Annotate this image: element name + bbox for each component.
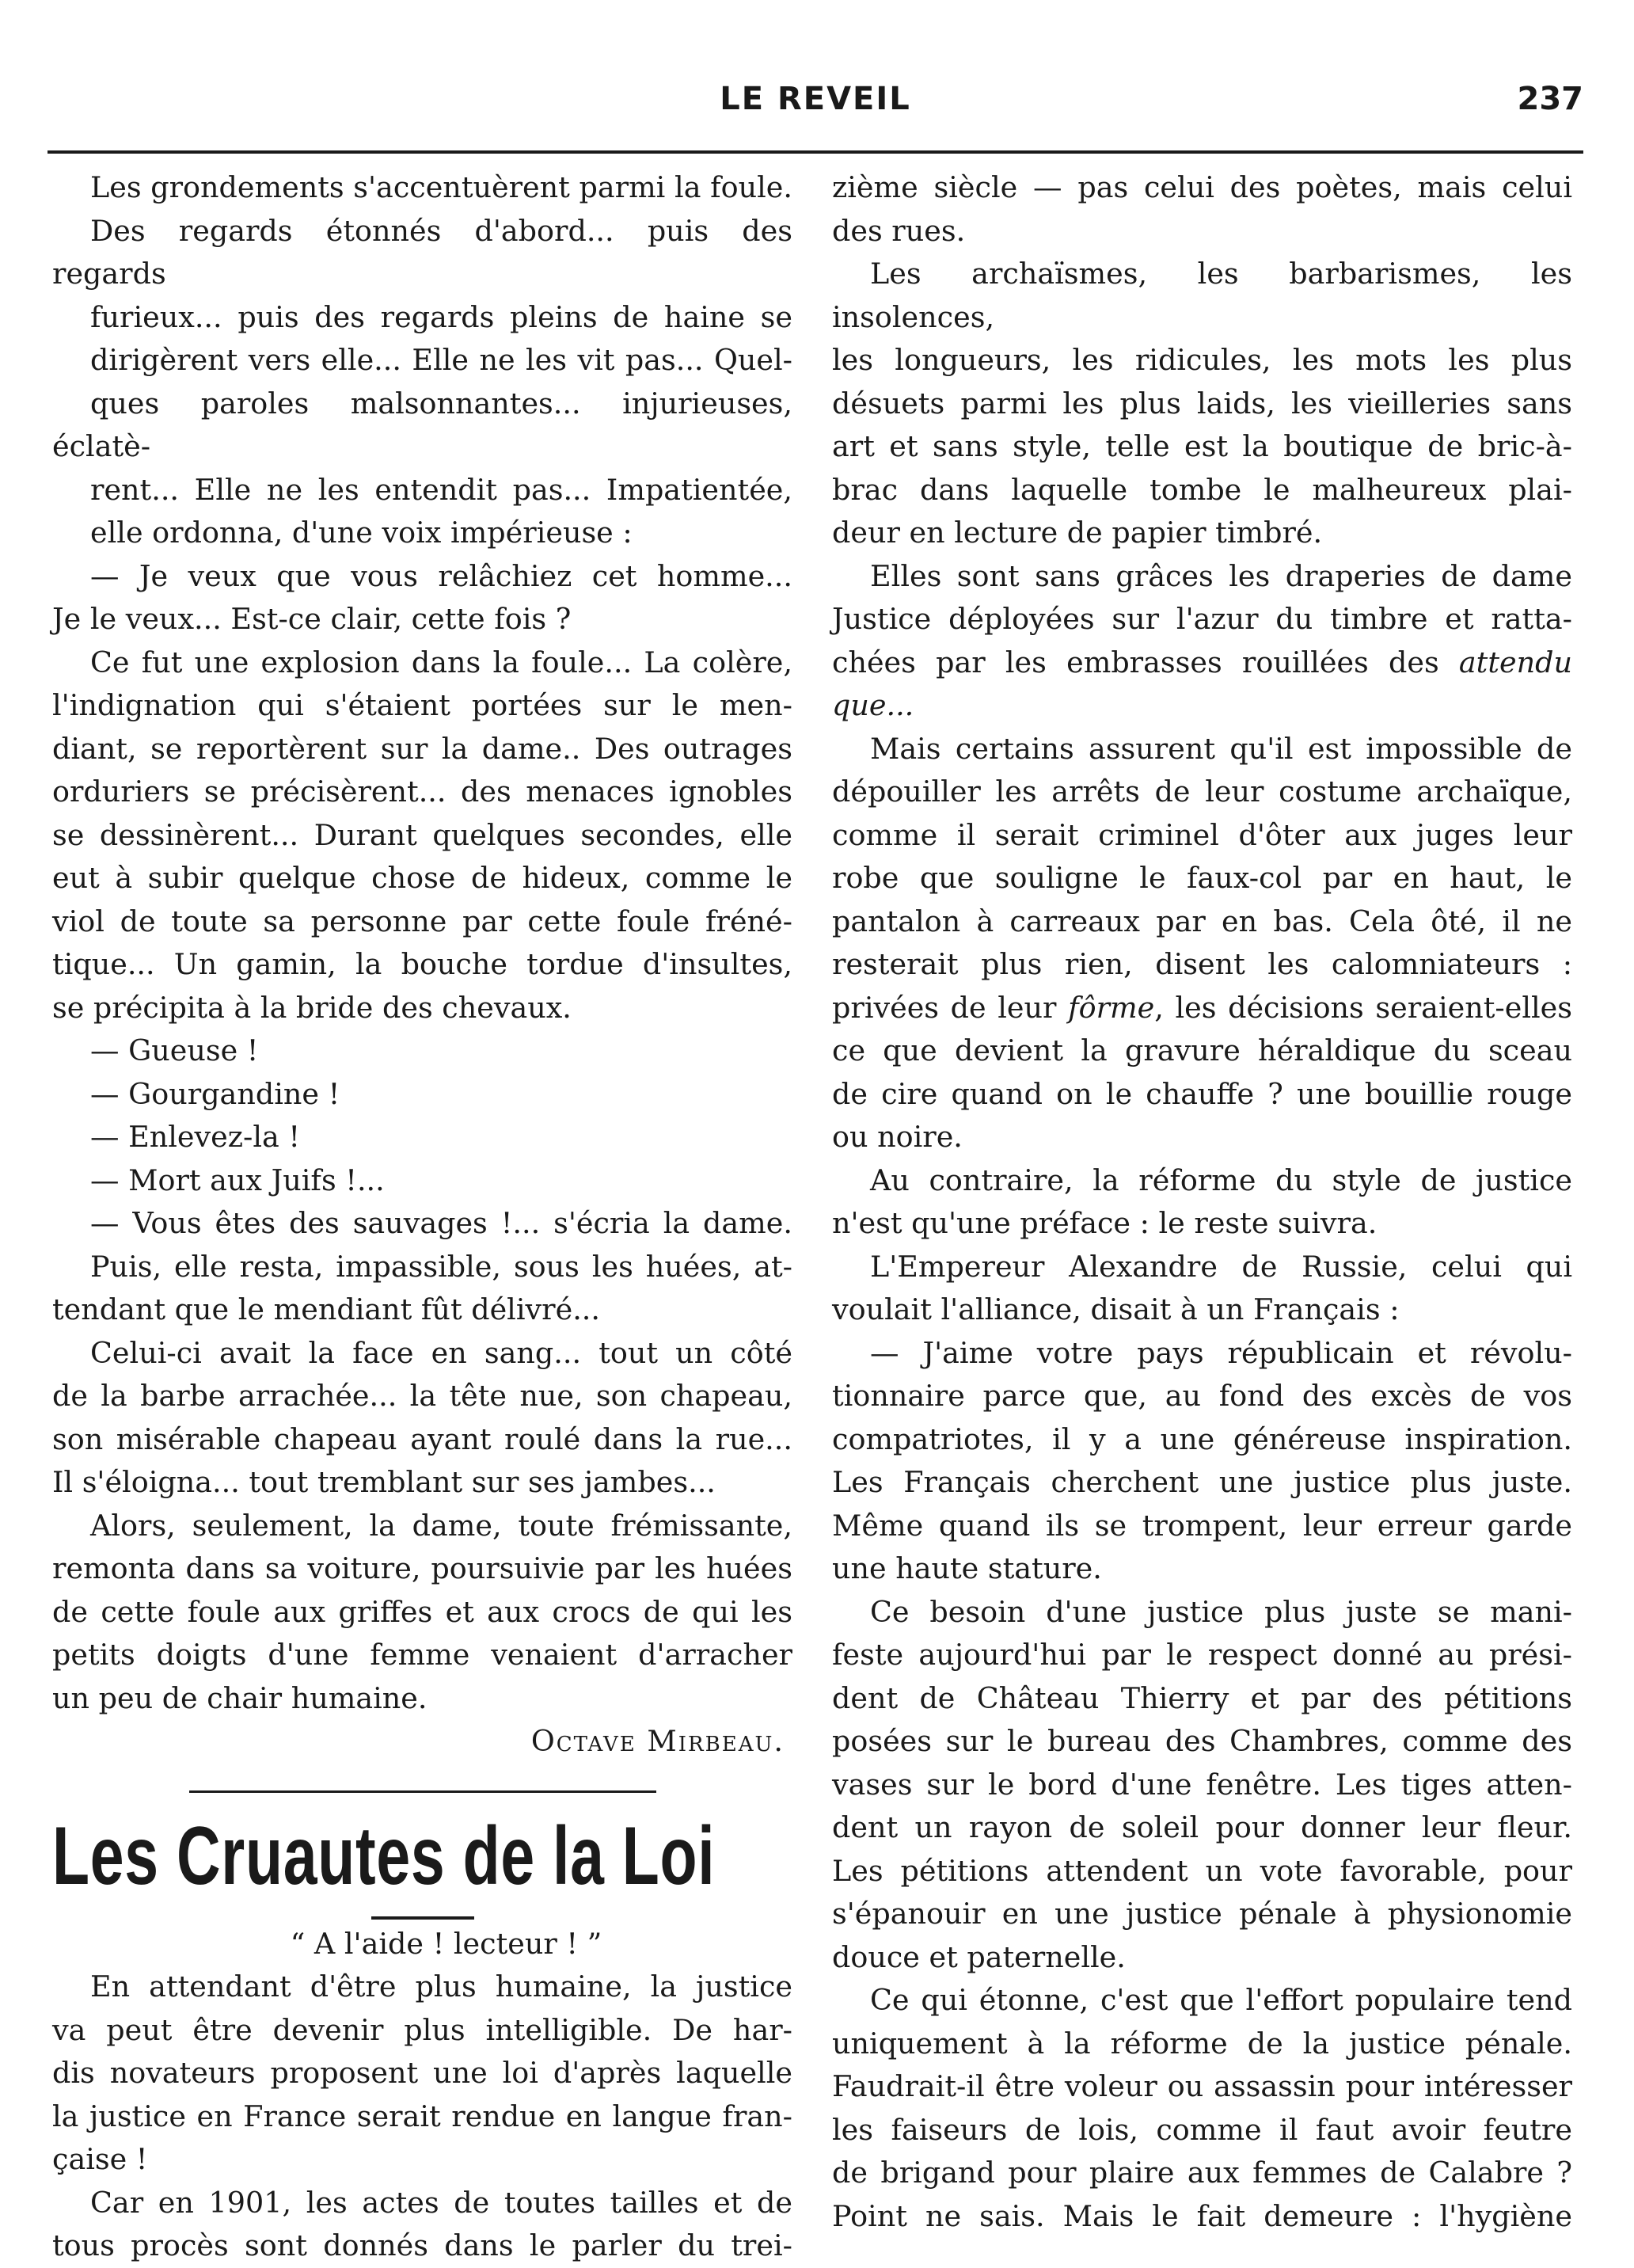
text-line: dépouiller les arrêts de leur costume archaïque,	[832, 774, 1572, 809]
italic-term: fôrme	[1068, 990, 1155, 1025]
text-line: Elles sont sans grâces les draperies de dame	[870, 558, 1572, 593]
text-line: son misérable chapeau ayant roulé dans la rue...	[52, 1421, 792, 1456]
paragraph	[832, 1246, 1572, 1332]
text-line: de cette foule aux griffes et aux crocs de qui les	[52, 1594, 792, 1629]
text-line: Je le veux... Est-ce clair, cette fois ?	[52, 602, 572, 636]
text-line: Ce qui étonne, c'est que l'effort populaire tend	[870, 1983, 1572, 2017]
title-rule	[371, 1916, 474, 1920]
left-column	[52, 166, 792, 2268]
text-line: Alors, seulement, la dame, toute frémissante,	[90, 1508, 792, 1543]
text-line	[832, 987, 1572, 1030]
paragraph	[832, 1979, 1572, 2238]
paragraph	[832, 166, 1572, 253]
paragraph	[52, 166, 792, 555]
text-line: art et sans style, telle est la boutique de bric-à-	[832, 429, 1572, 463]
text-line: dirigèrent vers elle... Elle ne les vit pas... Quel-	[90, 343, 792, 377]
text-line: ou noire.	[832, 1120, 963, 1154]
paragraph	[832, 1591, 1572, 1980]
shout-line: — Gueuse !	[90, 1033, 259, 1067]
header-rule	[48, 150, 1583, 154]
text-line: Ce besoin d'une justice plus juste se mani-	[870, 1594, 1572, 1629]
text-line: dent de Château Thierry et par des pétitions	[832, 1680, 1572, 1715]
text-line: dis novateurs proposent une loi d'après laquelle	[52, 2056, 792, 2090]
text-line: de brigand pour plaire aux femmes de Calabre ?	[832, 2156, 1572, 2190]
text-line: robe que souligne le faux-col par en haut, le	[832, 861, 1572, 895]
text-line: ce que devient la gravure héraldique du sceau	[832, 1033, 1572, 1067]
text-line: furieux... puis des regards pleins de haine se	[90, 299, 792, 334]
text-line: comme il serait criminel d'ôter aux juges leur	[832, 817, 1572, 852]
shout-line: — Mort aux Juifs !...	[90, 1163, 385, 1197]
page-header	[48, 76, 1583, 124]
text-line: posées sur le bureau des Chambres, comme des	[832, 1724, 1572, 1758]
text-line: Il s'éloigna... tout tremblant sur ses jambes...	[52, 1465, 716, 1499]
paragraph	[52, 555, 792, 641]
page-number: 237	[1517, 81, 1583, 117]
text-line: Mais certains assurent qu'il est impossible de	[870, 731, 1572, 766]
running-header-title: LE REVEIL	[720, 81, 911, 117]
epigraph: “ A l'aide ! lecteur ! ”	[290, 1926, 602, 1961]
text-run: privées de leur	[832, 990, 1069, 1025]
text-line: douce et paternelle.	[832, 1939, 1126, 1974]
text-line: des rues.	[832, 213, 966, 248]
paragraph	[832, 1159, 1572, 1246]
text-line: elle ordonna, d'une voix impérieuse :	[90, 516, 633, 550]
text-line: viol de toute sa personne par cette foule fréné-	[52, 904, 792, 938]
text-line: Même quand ils se trompent, leur erreur garde	[832, 1508, 1572, 1543]
text-line: Car en 1901, les actes de toutes tailles et de	[90, 2185, 792, 2220]
text-line: Justice déployées sur l'azur du timbre et ratta-	[832, 602, 1572, 636]
text-line	[832, 684, 1572, 728]
text-line: vases sur le bord d'une fenêtre. Les tiges atten-	[832, 1767, 1572, 1802]
text-line: zième siècle — pas celui des poètes, mais celui	[832, 170, 1572, 204]
text-line: orduriers se précisèrent... des menaces ignobles	[52, 774, 792, 809]
paragraph	[52, 1965, 792, 2182]
text-line: Point ne sais. Mais le fait demeure : l'hygiène	[832, 2198, 1572, 2233]
text-line: un peu de chair humaine.	[52, 1680, 428, 1715]
text-line: Au contraire, la réforme du style de justice	[870, 1163, 1572, 1197]
text-line: uniquement à la réforme de la justice pénale.	[832, 2026, 1572, 2061]
text-line: En attendant d'être plus humaine, la justice	[90, 1969, 792, 2004]
text-line: Des regards étonnés d'abord... puis des regards	[52, 213, 792, 291]
text-line: Celui-ci avait la face en sang... tout un côté	[90, 1335, 792, 1370]
paragraph	[832, 728, 1572, 1159]
shout-line: — Enlevez-la !	[90, 1120, 301, 1154]
text-line	[832, 641, 1572, 685]
text-line: se dessinèrent... Durant quelques secondes, elle	[52, 817, 792, 852]
right-column	[832, 166, 1572, 2238]
text-run: , les décisions seraient-elles	[1154, 990, 1573, 1025]
text-line: de cire quand on le chauffe ? une bouillie rouge	[832, 1076, 1572, 1111]
text-line: tendant que le mendiant fût délivré...	[52, 1292, 601, 1326]
text-line: de la barbe arrachée... la tête nue, son chapeau,	[52, 1379, 792, 1413]
paragraph: — Vous êtes des sauvages !... s'écria la dame.	[90, 1206, 792, 1240]
text-line: deur en lecture de papier timbré.	[832, 516, 1323, 550]
text-line: pantalon à carreaux par en bas. Cela ôté, il ne	[832, 904, 1572, 938]
text-line: Les archaïsmes, les barbarismes, les insolences,	[832, 257, 1572, 334]
text-line: feste aujourd'hui par le respect donné au prési-	[832, 1638, 1572, 1672]
text-line: — Je veux que vous relâchiez cet homme...	[90, 558, 792, 593]
text-line: tionnaire parce que, au fond des excès de vos	[832, 1379, 1572, 1413]
text-line: n'est qu'une préface : le reste suivra.	[832, 1206, 1378, 1240]
article-title: Les Cruautes de la Loi	[52, 1809, 716, 1902]
paragraph	[52, 2182, 792, 2268]
text-line: Les pétitions attendent un vote favorable, pour	[832, 1853, 1572, 1888]
text-run: chées par les embrasses rouillées des	[832, 645, 1459, 679]
text-line: les faiseurs de lois, comme il faut avoir feutre	[832, 2112, 1572, 2147]
text-line: l'indignation qui s'étaient portées sur le men-	[52, 688, 792, 722]
text-line: compatriotes, il y a une généreuse inspiration.	[832, 1421, 1572, 1456]
italic-term: attendu	[1458, 645, 1572, 679]
text-line: resterait plus rien, disent les calomniateurs :	[832, 947, 1572, 981]
text-line: Les Français cherchent une justice plus juste.	[832, 1465, 1572, 1499]
paragraph	[52, 1332, 792, 1505]
text-line: s'épanouir en une justice pénale à physionomie	[832, 1897, 1572, 1931]
text-line: — J'aime votre pays républicain et révolu-	[870, 1335, 1572, 1370]
text-line: se précipita à la bride des chevaux.	[52, 990, 572, 1025]
paragraph	[832, 555, 1572, 728]
text-line: désuets parmi les plus laids, les vieilleries sans	[832, 386, 1572, 420]
text-line: Puis, elle resta, impassible, sous les huées, at-	[90, 1249, 792, 1284]
paragraph	[832, 1332, 1572, 1591]
text-line: Faudrait-il être voleur ou assassin pour intéresser	[832, 2069, 1572, 2103]
section-divider	[189, 1790, 656, 1793]
text-line: la justice en France serait rendue en langue fran-	[52, 2099, 792, 2133]
text-line: remonta dans sa voiture, poursuivie par les huées	[52, 1551, 792, 1585]
text-line: çaise !	[52, 2142, 148, 2176]
text-line: rent... Elle ne les entendit pas... Impatientée,	[90, 472, 792, 507]
text-line: tous procès sont donnés dans le parler du trei-	[52, 2228, 792, 2262]
paragraph	[52, 1505, 792, 1721]
author-signature: Octave Mirbeau.	[530, 1724, 785, 1758]
text-line: petits doigts d'une femme venaient d'arracher	[52, 1638, 792, 1672]
italic-term: que...	[832, 688, 914, 722]
paragraph	[52, 1246, 792, 1332]
text-line: Les grondements s'accentuèrent parmi la foule.	[90, 170, 792, 204]
text-line: les longueurs, les ridicules, les mots les plus	[832, 343, 1572, 377]
text-line: voulait l'alliance, disait à un Français :	[832, 1292, 1400, 1326]
shout-line: — Gourgandine !	[90, 1076, 340, 1111]
text-line: L'Empereur Alexandre de Russie, celui qui	[870, 1249, 1572, 1284]
text-line: tique... Un gamin, la bouche tordue d'insultes,	[52, 947, 792, 981]
text-line: dent un rayon de soleil pour donner leur fleur.	[832, 1810, 1572, 1844]
text-line: va peut être devenir plus intelligible. De har-	[52, 2012, 792, 2047]
text-line: brac dans laquelle tombe le malheureux plai-	[832, 472, 1572, 507]
text-line: diant, se reportèrent sur la dame.. Des outrages	[52, 731, 792, 766]
text-line: une haute stature.	[832, 1551, 1102, 1585]
text-line: Ce fut une explosion dans la foule... La colère,	[90, 645, 792, 679]
paragraph	[52, 641, 792, 1030]
text-line: ques paroles malsonnantes... injurieuses, éclatè-	[52, 386, 792, 463]
paragraph	[832, 253, 1572, 555]
text-line: eut à subir quelque chose de hideux, comme le	[52, 861, 792, 895]
